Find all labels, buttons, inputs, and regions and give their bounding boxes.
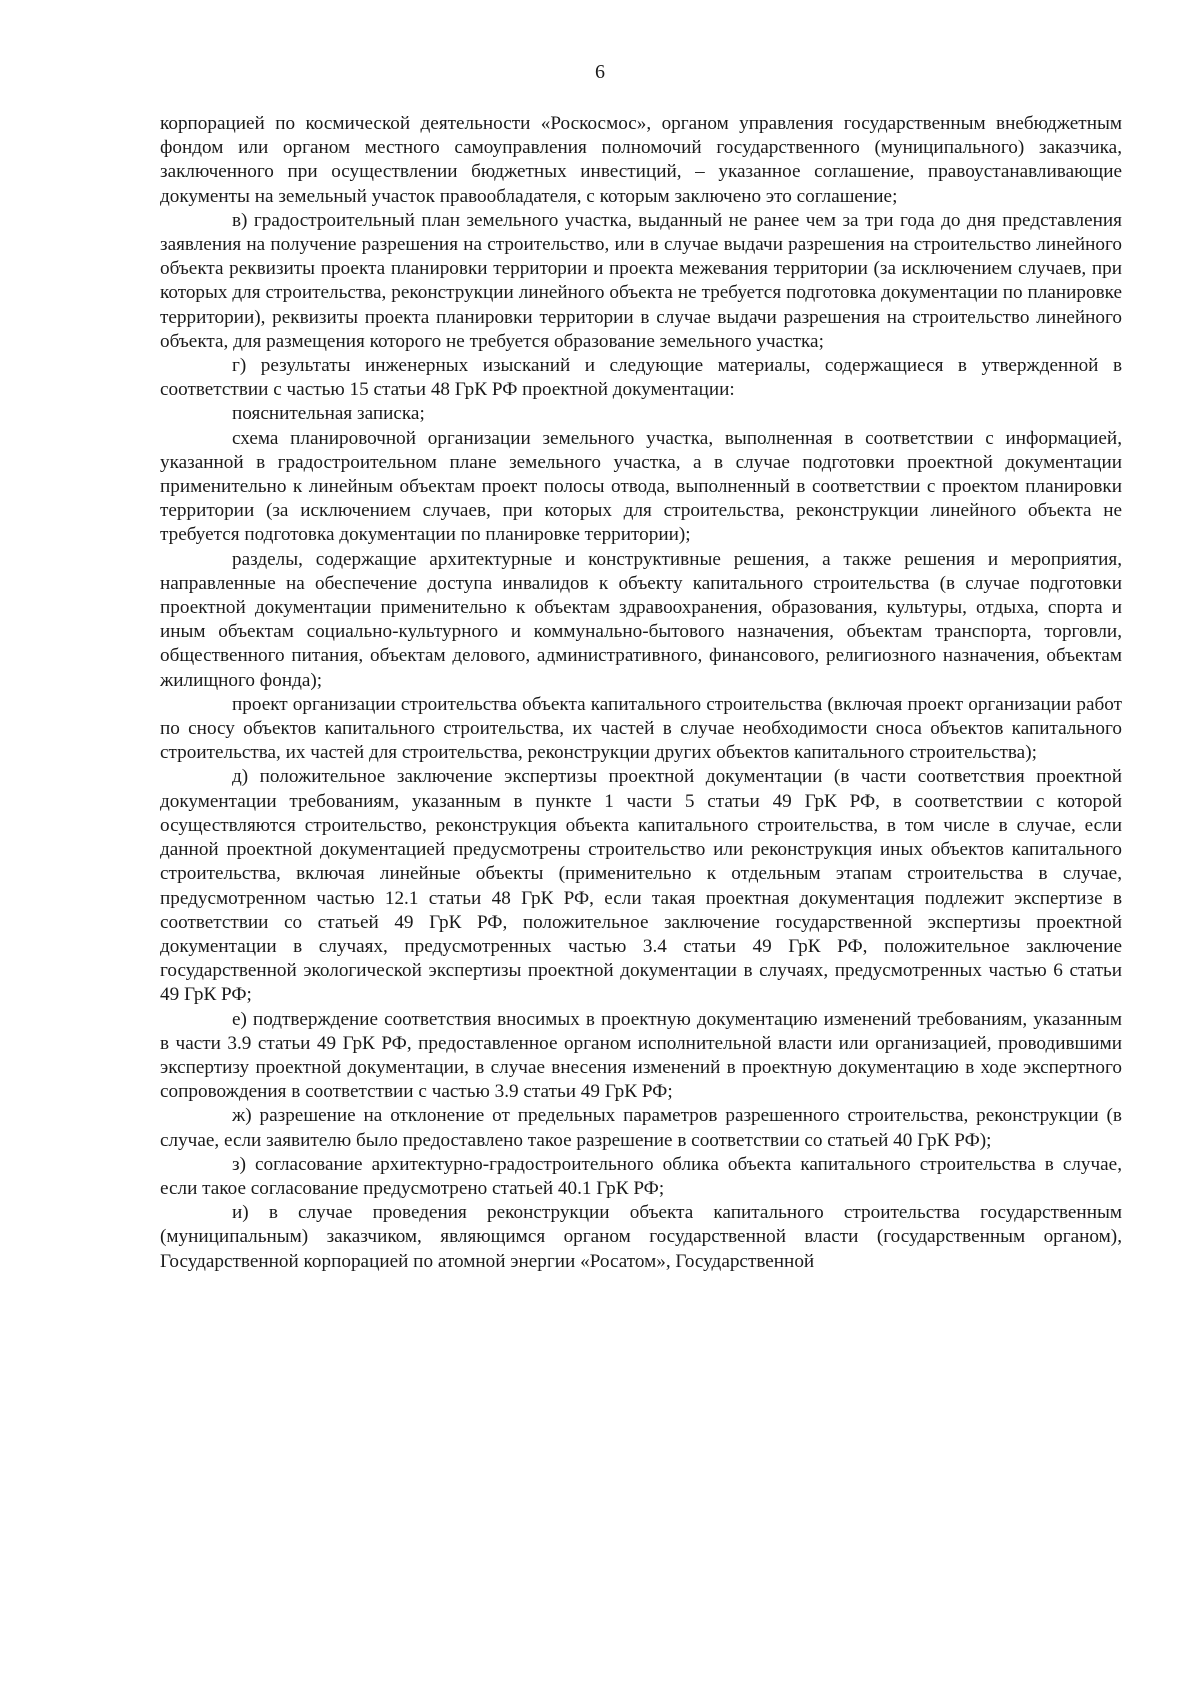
document-body [160, 112, 1122, 1274]
paragraph-item-z: з) согласование архитектурно-градостроительного облика объекта капитального строительства в случае, если такое согласование предусмотрено статьей 40.1 ГрК РФ; [160, 1153, 1122, 1199]
paragraph-construction-project: проект организации строительства объекта капитального строительства (включая проект организации работ по сносу объектов капитального строительства, их частей в случае необходимости сноса объектов капитального строительства, их частей для строительства, реконструкции других объектов капитального строительства); [160, 693, 1122, 764]
paragraph-item-v: в) градостроительный план земельного участка, выданный не ранее чем за три года до дня представления заявления на получение разрешения на строительство, или в случае выдачи разрешения на строительство линейного объекта реквизиты проекта планировки территории и проекта межевания территории (за исключением случаев, при которых для строительства, реконструкции линейного объекта не требуется подготовка документации по планировке территории), реквизиты проекта планировки территории в случае выдачи разрешения на строительство линейного объекта, для размещения которого не требуется образование земельного участка; [160, 209, 1122, 352]
paragraph-site-plan-scheme: схема планировочной организации земельного участка, выполненная в соответствии с информацией, указанной в градостроительном плане земельного участка, а в случае подготовки проектной документации применительно к линейным объектам проект полосы отвода, выполненный в соответствии с проектом планировки территории (за исключением случаев, при которых для строительства, реконструкции линейного объекта не требуется подготовка документации по планировке территории); [160, 427, 1122, 546]
paragraph-item-g: г) результаты инженерных изысканий и следующие материалы, содержащиеся в утвержденной в соответствии с частью 15 статьи 48 ГрК РФ проектной документации: [160, 355, 1122, 401]
paragraph-item-e: е) подтверждение соответствия вносимых в проектную документацию изменений требованиям, указанным в части 3.9 статьи 49 ГрК РФ, предоставленное органом исполнительной власти или организацией, проводившими экспертизу проектной документации, в случае внесения изменений в проектную документацию в ходе экспертного сопровождения в соответствии с частью 3.9 статьи 49 ГрК РФ; [160, 1008, 1122, 1103]
page-number: 6 [595, 61, 605, 83]
paragraph-item-zh: ж) разрешение на отклонение от предельных параметров разрешенного строительства, реконструкции (в случае, если заявителю было предоставлено такое разрешение в соответствии со статьей 40 ГрК РФ); [160, 1105, 1122, 1151]
paragraph-item-i: и) в случае проведения реконструкции объекта капитального строительства государственным (муниципальным) заказчиком, являющимся органом государственной власти (государственным органом), Государственной корпорацией по атомной энергии «Росатом», Государственной [160, 1202, 1122, 1272]
paragraph-architectural-sections: разделы, содержащие архитектурные и конструктивные решения, а также решения и мероприятия, направленные на обеспечение доступа инвалидов к объекту капитального строительства (в случае подготовки проектной документации применительно к объектам здравоохранения, образования, культуры, отдыха, спорта и иным объектам социально-культурного и коммунально-бытового назначения, объектам транспорта, торговли, общественного питания, объектам делового, административного, финансового, религиозного назначения, объектам жилищного фонда); [160, 548, 1122, 691]
paragraph-continuation: корпорацией по космической деятельности «Роскосмос», органом управления государственным внебюджетным фондом или органом местного самоуправления полномочий государственного (муниципального) заказчика, заключенного при осуществлении бюджетных инвестиций, – указанное соглашение, правоустанавливающие документы на земельный участок правообладателя, с которым заключено это соглашение; [160, 113, 1122, 207]
paragraph-explanatory-note: пояснительная записка; [232, 403, 425, 425]
paragraph-item-d: д) положительное заключение экспертизы проектной документации (в части соответствия проектной документации требованиям, указанным в пункте 1 части 5 статьи 49 ГрК РФ, в соответствии с которой осуществляются строительство, реконструкция объекта капитального строительства, в том числе в случае, если данной проектной документацией предусмотрены строительство или реконструкция иных объектов капитального строительства, включая линейные объекты (применительно к отдельным этапам строительства в случае, предусмотренном частью 12.1 статьи 48 ГрК РФ, если такая проектная документация подлежит экспертизе в соответствии со статьей 49 ГрК РФ, положительное заключение государственной экспертизы проектной документации в случаях, предусмотренных частью 3.4 статьи 49 ГрК РФ, положительное заключение государственной экологической экспертизы проектной документации в случаях, предусмотренных частью 6 статьи 49 ГрК РФ; [160, 766, 1122, 1006]
